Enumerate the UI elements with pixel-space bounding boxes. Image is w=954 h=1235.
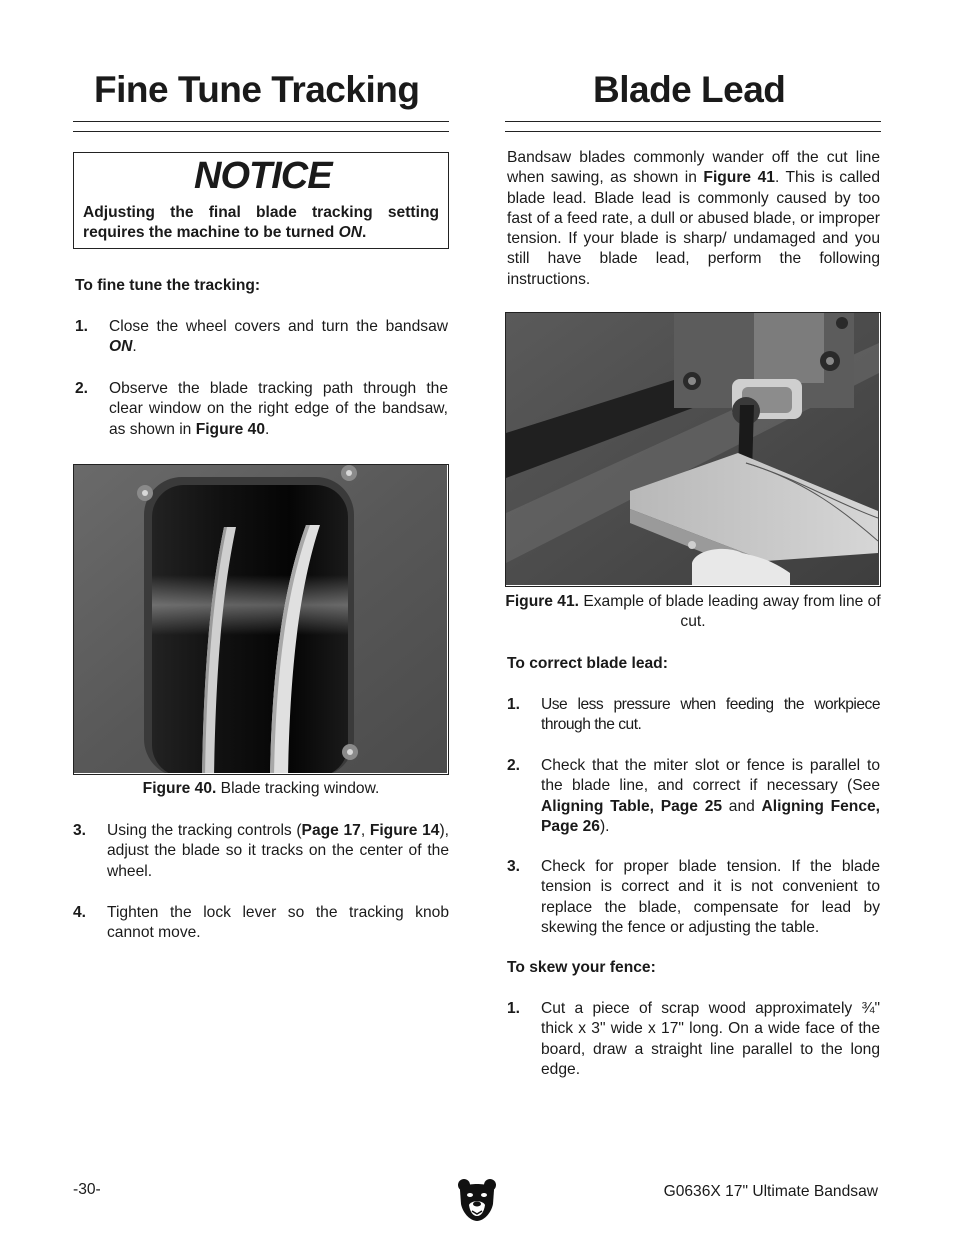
- list-item: 4. Tighten the lock lever so the tracking knob cannot move.: [73, 904, 449, 942]
- heading-blade-lead: Blade Lead: [593, 69, 786, 110]
- bear-head-icon: [457, 1176, 497, 1222]
- notice-text: Adjusting the final blade tracking setting requires the machine to be turned ON.: [83, 204, 439, 242]
- notice-box: [73, 152, 449, 249]
- subhead-fine-tune: To fine tune the tracking:: [75, 277, 261, 294]
- subhead-correct-blade-lead: To correct blade lead:: [507, 655, 668, 672]
- list-item: 1. Cut a piece of scrap wood approximately ¾" thick x 3" wide x 17" long. On a wide face of the board, draw a straight line parallel to the long edge.: [507, 1000, 880, 1078]
- heading-rule-top: [73, 121, 449, 122]
- figure-40-caption: Figure 40. Blade tracking window.: [142, 780, 380, 797]
- list-item: 1. Close the wheel covers and turn the bandsaw ON.: [75, 318, 448, 356]
- page-number: -30-: [73, 1181, 101, 1198]
- figure-41-photo: [505, 312, 881, 587]
- intro-paragraph: Bandsaw blades commonly wander off the cut line when sawing, as shown in Figure 41. This is called blade lead. Blade lead is commonly caused by too fast of a feed rate, a dull or abused blade, or improper tension. If your blade is sharp/ undamaged and you still have blade lead, perform the following instructions.: [507, 149, 881, 288]
- list-item: 2. Observe the blade tracking path through the clear window on the right edge of the bandsaw, as shown in Figure 40.: [75, 380, 448, 438]
- subhead-skew-fence: To skew your fence:: [507, 959, 656, 976]
- list-item: 3. Using the tracking controls (Page 17, Figure 14), adjust the blade so it tracks on the center of the wheel.: [73, 822, 449, 880]
- blade-window-illustration: [74, 465, 447, 773]
- notice-title: NOTICE: [194, 155, 332, 197]
- figure-40-photo: [73, 464, 449, 775]
- list-item: 3. Check for proper blade tension. If the blade tension is correct and it is not convenient to replace the blade, compensate for lead by skewing the fence or adjusting the table.: [507, 858, 880, 936]
- heading-rule-bottom: [505, 131, 881, 132]
- list-item: 1. Use less pressure when feeding the workpiece through the cut.: [507, 696, 880, 734]
- heading-rule-bottom: [73, 131, 449, 132]
- heading-fine-tune-tracking: Fine Tune Tracking: [94, 69, 420, 110]
- heading-rule-top: [505, 121, 881, 122]
- list-item: 2. Check that the miter slot or fence is parallel to the blade line, and correct if necessary (See Aligning Table, Page 25 and Aligning Fence, Page 26).: [507, 757, 880, 835]
- product-name: G0636X 17" Ultimate Bandsaw: [663, 1183, 878, 1200]
- blade-lead-illustration: [506, 313, 879, 585]
- figure-41-caption: Figure 41. Example of blade leading away from line of cut.: [505, 593, 881, 630]
